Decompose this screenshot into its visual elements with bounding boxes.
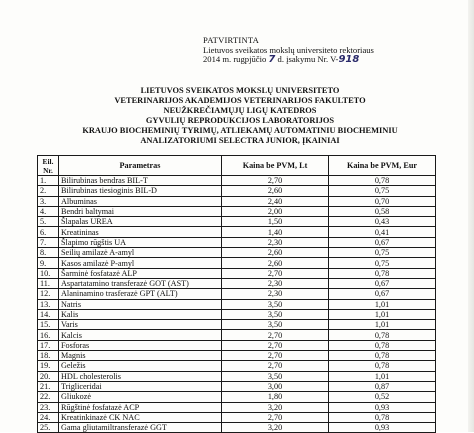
price-lt-cell: 2,60 (222, 186, 329, 196)
parameter-cell: Magnis (59, 351, 222, 361)
price-eur-cell: 0,78 (329, 268, 436, 278)
price-lt-cell: 1,50 (222, 217, 329, 227)
price-eur-cell: 0,41 (329, 227, 436, 237)
price-eur-cell: 0,52 (329, 392, 436, 402)
row-number-cell: 23. (38, 402, 59, 412)
price-lt-cell: 1,80 (222, 392, 329, 402)
table-row (38, 299, 436, 309)
parameter-cell: Rūgštinė fosfatazė ACP (59, 402, 222, 412)
price-lt-cell: 2,30 (222, 289, 329, 299)
price-eur-cell: 0,78 (329, 351, 436, 361)
scan-edge (468, 0, 474, 432)
price-lt-cell: 2,60 (222, 248, 329, 258)
table-row (38, 392, 436, 402)
table-row (38, 278, 436, 288)
price-eur-cell: 1,01 (329, 309, 436, 319)
row-number-cell: 25. (38, 423, 59, 433)
row-number-cell: 15. (38, 320, 59, 330)
title-line-1: LIETUVOS SVEIKATOS MOKSLŲ UNIVERSITETO (140, 86, 340, 95)
parameter-cell: Albuminas (59, 196, 222, 206)
table-row (38, 217, 436, 227)
parameter-cell: Natris (59, 299, 222, 309)
parameter-cell: Varis (59, 320, 222, 330)
approval-stamp-block (203, 36, 374, 65)
row-number-cell: 5. (38, 217, 59, 227)
price-eur-cell: 0,78 (329, 176, 436, 186)
table-row (38, 330, 436, 340)
header-parameter: Parametras (59, 156, 222, 176)
parameter-cell: Kasos amilazė P-amyl (59, 258, 222, 268)
approval-line-1: Lietuvos sveikatos mokslų universiteto rektoriaus (203, 44, 374, 55)
parameter-cell: Kreatinkinazė CK NAC (59, 412, 222, 422)
price-lt-cell: 3,50 (222, 309, 329, 319)
price-lt-cell: 2,00 (222, 206, 329, 216)
price-eur-cell: 0,78 (329, 412, 436, 422)
row-number-cell: 16. (38, 330, 59, 340)
price-eur-cell: 0,78 (329, 340, 436, 350)
approval-line-2 (203, 55, 374, 65)
price-eur-cell: 0,67 (329, 278, 436, 288)
parameter-cell: Alaninamino trasferazė GPT (ALT) (59, 289, 222, 299)
handwritten-order-number: 918 (338, 54, 360, 66)
row-number-cell: 8. (38, 248, 59, 258)
table-row (38, 402, 436, 412)
price-eur-cell: 0,78 (329, 330, 436, 340)
price-eur-cell: 0,75 (329, 248, 436, 258)
row-number-cell: 21. (38, 381, 59, 391)
table-row (38, 351, 436, 361)
parameter-cell: Fosforas (59, 340, 222, 350)
parameter-cell: Kreatininas (59, 227, 222, 237)
row-number-cell: 4. (38, 206, 59, 216)
table-row (38, 196, 436, 206)
table-row (38, 309, 436, 319)
row-number-cell: 19. (38, 361, 59, 371)
parameter-cell: Šlapalas UREA (59, 217, 222, 227)
price-lt-cell: 3,50 (222, 320, 329, 330)
price-eur-cell: 0,70 (329, 196, 436, 206)
parameter-cell: Gama gliutamiltransferazė GGT (59, 423, 222, 433)
row-number-cell: 9. (38, 258, 59, 268)
price-eur-cell: 0,75 (329, 258, 436, 268)
price-eur-cell: 0,43 (329, 217, 436, 227)
price-eur-cell: 1,01 (329, 299, 436, 309)
price-lt-cell: 2,70 (222, 176, 329, 186)
row-number-cell: 24. (38, 412, 59, 422)
parameter-cell: Šarminė fosfatazė ALP (59, 268, 222, 278)
title-line-4: GYVULIŲ REPRODUKCIJOS LABORATORIJOS (145, 116, 335, 125)
price-lt-cell: 3,00 (222, 381, 329, 391)
price-lt-cell: 2,30 (222, 278, 329, 288)
title-line-5: KRAUJO BIOCHEMINIŲ TYRIMŲ, ATLIEKAMŲ AUTOMATINIU BIOCHEMINIU (82, 126, 398, 135)
table-row (38, 412, 436, 422)
title-line-3: NEUŽKREČIAMŲJŲ LIGŲ KATEDROS (163, 106, 317, 115)
row-number-cell: 3. (38, 196, 59, 206)
price-eur-cell: 0,58 (329, 206, 436, 216)
price-lt-cell: 1,40 (222, 227, 329, 237)
title-line-6: ANALIZATORIUMI SELECTRA JUNIOR, ĮKAINIAI (140, 136, 340, 145)
parameter-cell: HDL cholesterolis (59, 371, 222, 381)
price-lt-cell: 2,70 (222, 412, 329, 422)
price-eur-cell: 0,93 (329, 423, 436, 433)
table-row (38, 320, 436, 330)
price-eur-cell: 0,67 (329, 237, 436, 247)
approval-order-text: d. įsakymu Nr. V- (277, 54, 339, 65)
row-number-cell: 2. (38, 186, 59, 196)
parameter-cell: Kalcis (59, 330, 222, 340)
table-row (38, 227, 436, 237)
handwritten-day: 7 (268, 54, 276, 66)
table-row (38, 248, 436, 258)
parameter-cell: Bendri baltymai (59, 206, 222, 216)
price-eur-cell: 0,78 (329, 361, 436, 371)
price-lt-cell: 2,40 (222, 196, 329, 206)
row-number-cell: 17. (38, 340, 59, 350)
approval-date-prefix: 2014 m. rugpjūčio (203, 54, 267, 65)
price-eur-cell: 1,01 (329, 371, 436, 381)
row-number-cell: 7. (38, 237, 59, 247)
price-eur-cell: 1,01 (329, 320, 436, 330)
row-number-cell: 14. (38, 309, 59, 319)
header-price-lt: Kaina be PVM, Lt (222, 156, 329, 176)
parameter-cell: Bilirubinas tiesioginis BIL-D (59, 186, 222, 196)
parameter-cell: Kalis (59, 309, 222, 319)
price-eur-cell: 0,67 (329, 289, 436, 299)
price-lt-cell: 3,50 (222, 371, 329, 381)
table-row (38, 361, 436, 371)
table-row (38, 289, 436, 299)
price-lt-cell: 2,70 (222, 340, 329, 350)
document-title-block (40, 86, 440, 146)
row-number-cell: 10. (38, 268, 59, 278)
row-number-cell: 1. (38, 176, 59, 186)
row-number-cell: 11. (38, 278, 59, 288)
parameter-cell: Geležis (59, 361, 222, 371)
row-number-cell: 6. (38, 227, 59, 237)
row-number-cell: 13. (38, 299, 59, 309)
row-number-cell: 18. (38, 351, 59, 361)
table-row (38, 258, 436, 268)
row-number-cell: 22. (38, 392, 59, 402)
table-row (38, 176, 436, 186)
table-header-row (38, 156, 436, 176)
table-row (38, 371, 436, 381)
row-number-cell: 12. (38, 289, 59, 299)
price-lt-cell: 2,70 (222, 361, 329, 371)
row-number-cell: 20. (38, 371, 59, 381)
header-price-eur: Kaina be PVM, Eur (329, 156, 436, 176)
table-row (38, 206, 436, 216)
parameter-cell: Seilių amilazė A-amyl (59, 248, 222, 258)
price-lt-cell: 3,20 (222, 402, 329, 412)
price-lt-cell: 2,60 (222, 258, 329, 268)
price-lt-cell: 3,50 (222, 299, 329, 309)
table-row (38, 381, 436, 391)
price-eur-cell: 0,75 (329, 186, 436, 196)
parameter-cell: Gliukozė (59, 392, 222, 402)
table-row (38, 340, 436, 350)
price-lt-cell: 2,70 (222, 268, 329, 278)
price-lt-cell: 2,30 (222, 237, 329, 247)
approval-heading: PATVIRTINTA (203, 35, 260, 45)
table-row (38, 237, 436, 247)
parameter-cell: Trigliceridai (59, 381, 222, 391)
parameter-cell: Bilirubinas bendras BIL-T (59, 176, 222, 186)
price-table (37, 155, 436, 433)
price-lt-cell: 2,70 (222, 330, 329, 340)
table-row (38, 268, 436, 278)
table-body (38, 176, 436, 433)
title-line-2: VETERINARIJOS AKADEMIJOS VETERINARIJOS FAKULTETO (114, 96, 366, 105)
parameter-cell: Šlapimo rūgštis UA (59, 237, 222, 247)
table-row (38, 186, 436, 196)
table-row (38, 423, 436, 433)
price-lt-cell: 3,20 (222, 423, 329, 433)
header-nr: Eil. Nr. (38, 156, 59, 176)
price-lt-cell: 2,70 (222, 351, 329, 361)
price-eur-cell: 0,87 (329, 381, 436, 391)
parameter-cell: Aspartatamino transferazė GOT (AST) (59, 278, 222, 288)
price-eur-cell: 0,93 (329, 402, 436, 412)
